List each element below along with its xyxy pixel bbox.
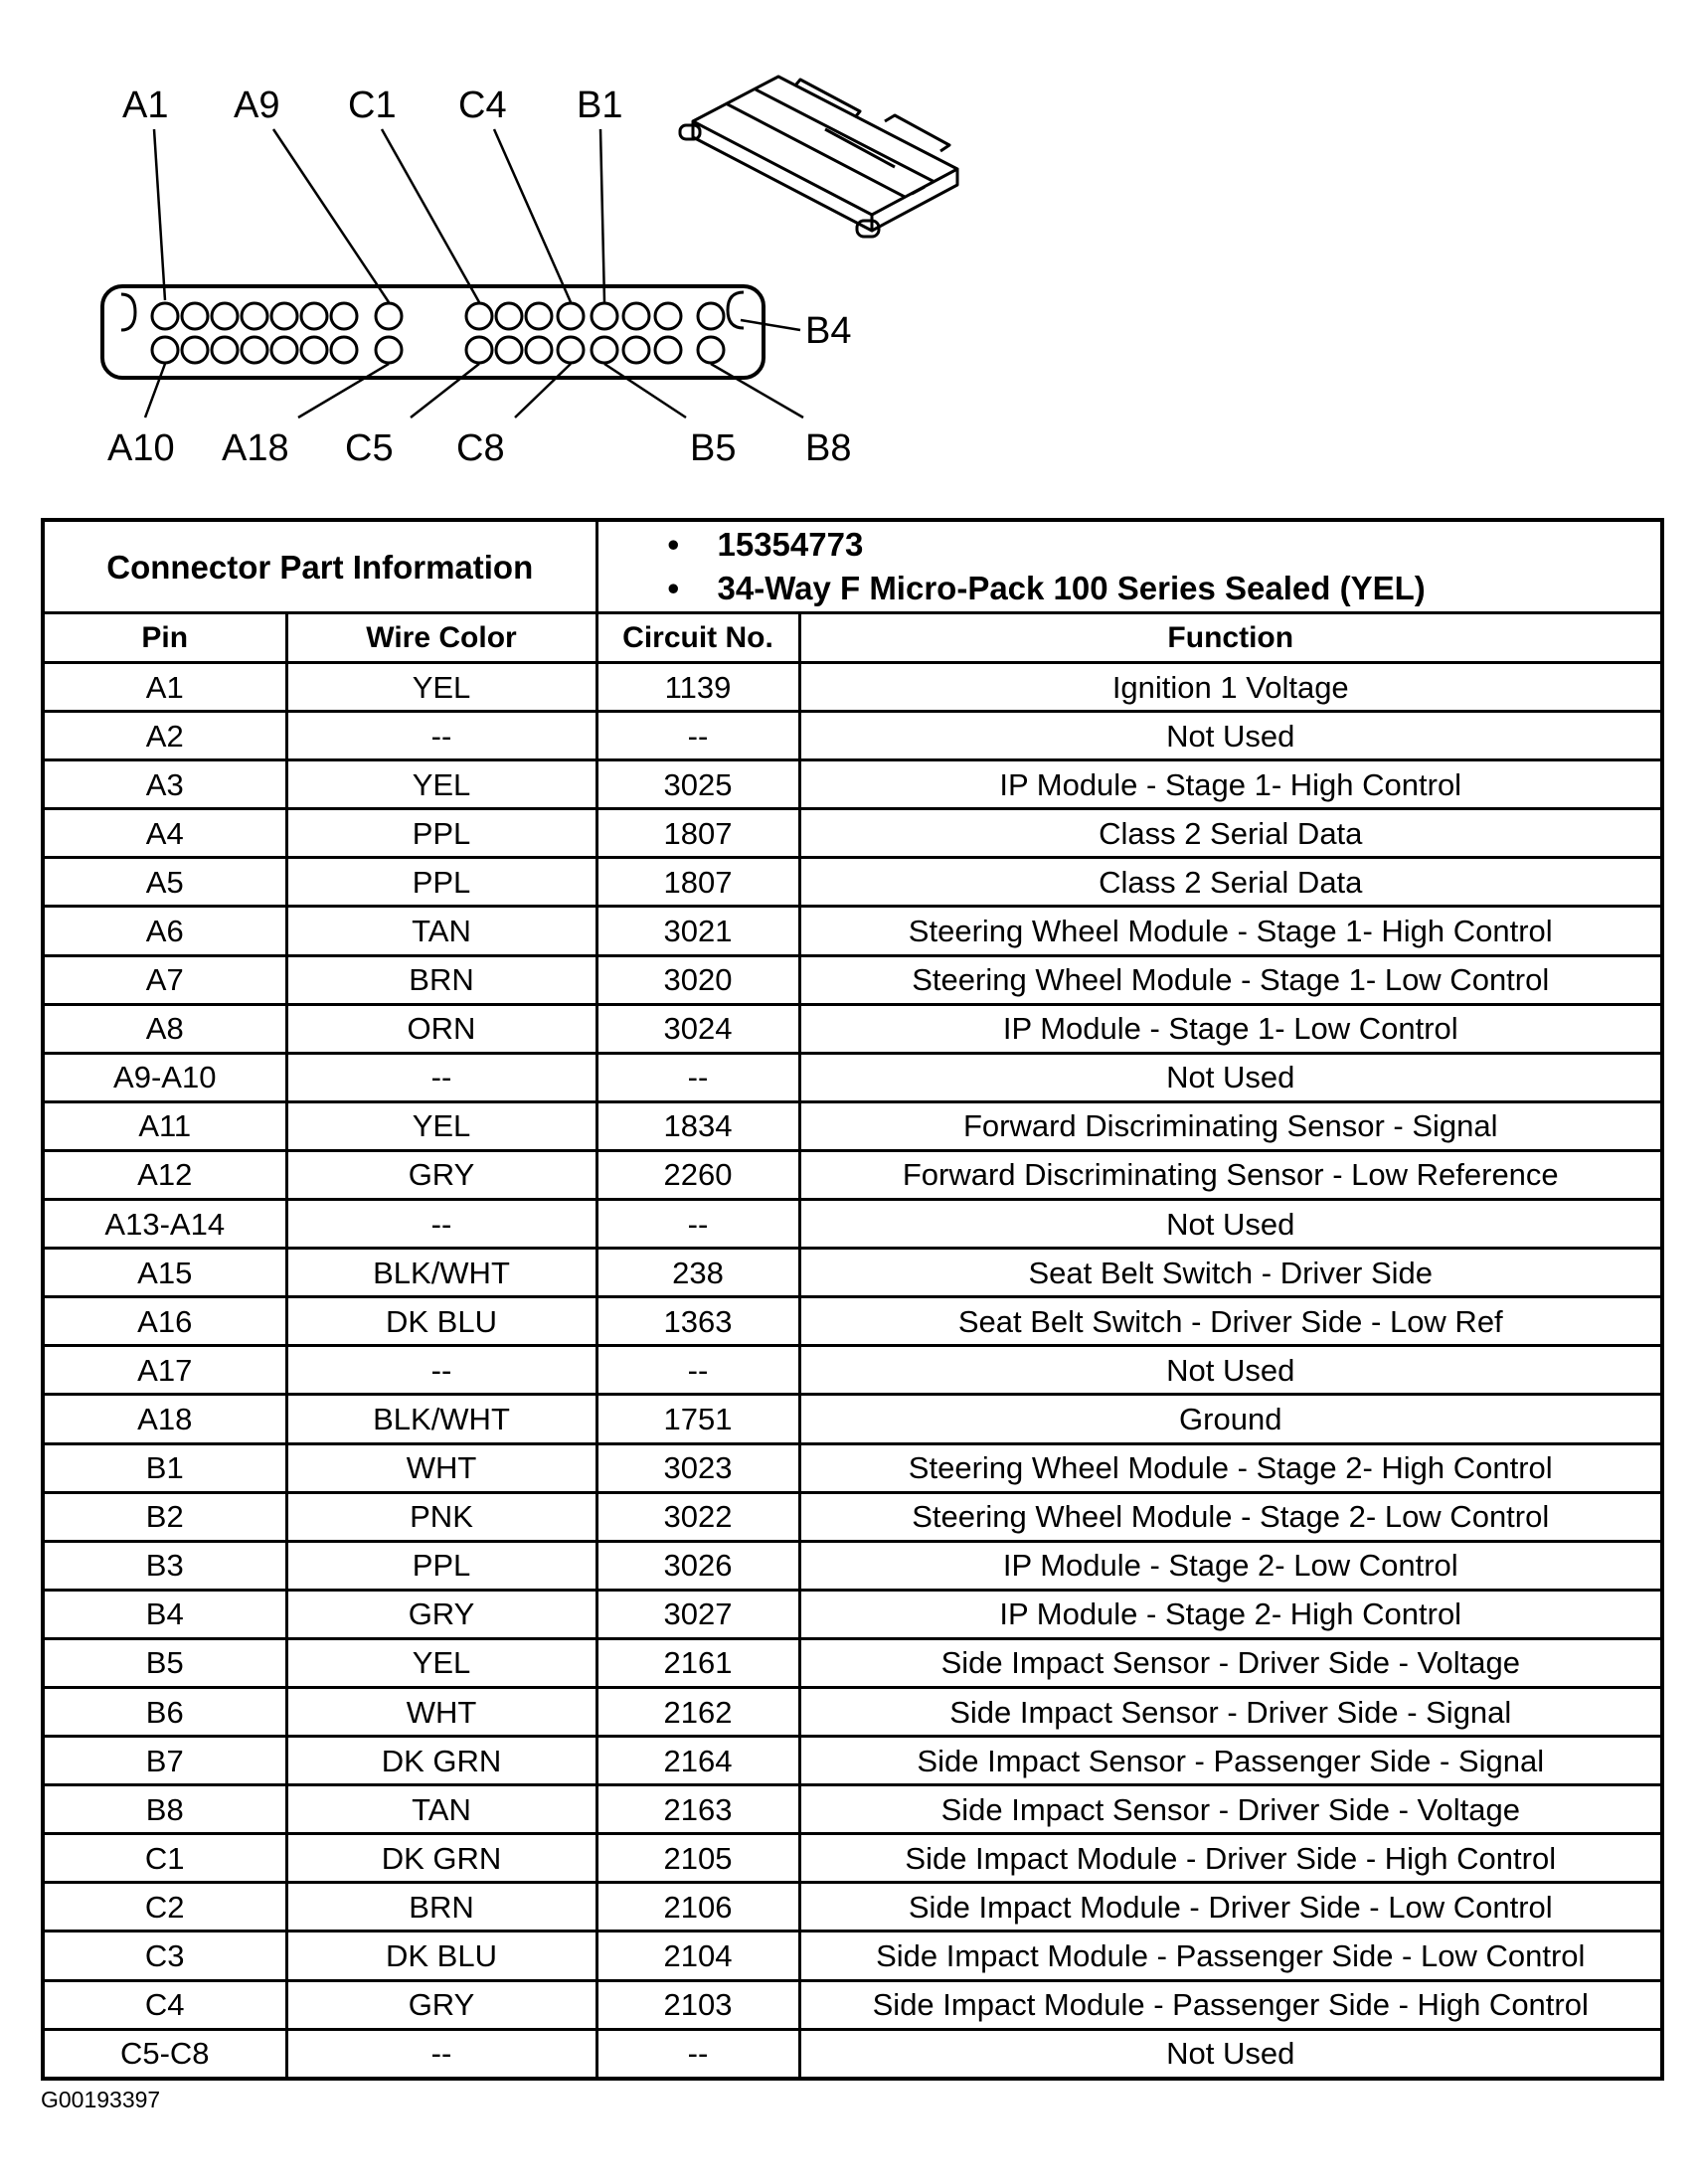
circuit-cell: 3021 bbox=[596, 907, 799, 955]
table-row bbox=[43, 1200, 1662, 1249]
pin-cavity-top-1 bbox=[152, 303, 178, 329]
pin-cell: C1 bbox=[43, 1834, 286, 1883]
table-row bbox=[43, 1883, 1662, 1932]
table-row bbox=[43, 2029, 1662, 2079]
table-row bbox=[43, 1737, 1662, 1785]
pin-cavity-bottom-4 bbox=[242, 337, 267, 363]
table-row bbox=[43, 1249, 1662, 1297]
circuit-cell: 1751 bbox=[596, 1395, 799, 1443]
connector-info-label: Connector Part Information bbox=[43, 520, 596, 613]
function-cell: IP Module - Stage 2- Low Control bbox=[799, 1541, 1662, 1590]
pin-cavity-bottom-5 bbox=[271, 337, 297, 363]
table-row bbox=[43, 1101, 1662, 1150]
function-cell: Side Impact Sensor - Passenger Side - Signal bbox=[799, 1737, 1662, 1785]
function-cell: Steering Wheel Module - Stage 1- Low Control bbox=[799, 955, 1662, 1004]
table-row bbox=[43, 1638, 1662, 1687]
label-c8: C8 bbox=[456, 427, 505, 469]
circuit-cell: 3020 bbox=[596, 955, 799, 1004]
column-header-row bbox=[43, 613, 1662, 663]
circuit-cell: 1807 bbox=[596, 809, 799, 858]
function-cell: IP Module - Stage 1- High Control bbox=[799, 760, 1662, 809]
function-cell: Not Used bbox=[799, 712, 1662, 760]
pin-cavity-bottom-12 bbox=[558, 337, 584, 363]
wire-color-cell: -- bbox=[286, 2029, 596, 2079]
pin-cell: C2 bbox=[43, 1883, 286, 1932]
function-cell: Forward Discriminating Sensor - Low Reference bbox=[799, 1150, 1662, 1199]
pin-cell: B7 bbox=[43, 1737, 286, 1785]
circuit-cell: 2162 bbox=[596, 1687, 799, 1736]
circuit-cell: 3024 bbox=[596, 1004, 799, 1053]
label-c5: C5 bbox=[345, 427, 394, 469]
table-row bbox=[43, 809, 1662, 858]
connector-pinout-table bbox=[41, 518, 1664, 2081]
wire-color-cell: TAN bbox=[286, 907, 596, 955]
connector-info-values bbox=[596, 520, 1662, 613]
label-c1: C1 bbox=[348, 84, 397, 126]
pin-cell: B5 bbox=[43, 1638, 286, 1687]
table-row bbox=[43, 1932, 1662, 1980]
wire-color-cell: -- bbox=[286, 1346, 596, 1395]
table-row bbox=[43, 1980, 1662, 2029]
pin-cavities bbox=[152, 303, 724, 363]
wire-color-cell: GRY bbox=[286, 1590, 596, 1638]
wire-color-cell: -- bbox=[286, 712, 596, 760]
label-b8: B8 bbox=[805, 427, 852, 469]
wire-color-cell: PNK bbox=[286, 1492, 596, 1541]
table-row bbox=[43, 1443, 1662, 1492]
function-cell: Not Used bbox=[799, 1053, 1662, 1101]
circuit-cell: -- bbox=[596, 1053, 799, 1101]
label-a18: A18 bbox=[222, 427, 289, 469]
function-cell: Seat Belt Switch - Driver Side bbox=[799, 1249, 1662, 1297]
table-row bbox=[43, 1395, 1662, 1443]
function-cell: Forward Discriminating Sensor - Signal bbox=[799, 1101, 1662, 1150]
pin-cavity-bottom-7 bbox=[331, 337, 357, 363]
circuit-cell: 3026 bbox=[596, 1541, 799, 1590]
pin-cell: A12 bbox=[43, 1150, 286, 1199]
table-row bbox=[43, 712, 1662, 760]
table-row bbox=[43, 760, 1662, 809]
table-row bbox=[43, 1346, 1662, 1395]
wire-color-cell: WHT bbox=[286, 1687, 596, 1736]
pin-cavity-bottom-16 bbox=[698, 337, 724, 363]
function-cell: IP Module - Stage 1- Low Control bbox=[799, 1004, 1662, 1053]
pin-cavity-top-4 bbox=[242, 303, 267, 329]
circuit-cell: 2106 bbox=[596, 1883, 799, 1932]
pin-cavity-bottom-2 bbox=[182, 337, 208, 363]
pin-cavity-top-5 bbox=[271, 303, 297, 329]
table-row bbox=[43, 1150, 1662, 1199]
table-row bbox=[43, 1297, 1662, 1346]
pin-cell: C4 bbox=[43, 1980, 286, 2029]
circuit-cell: 2104 bbox=[596, 1932, 799, 1980]
circuit-cell: 1139 bbox=[596, 663, 799, 712]
circuit-cell: 1834 bbox=[596, 1101, 799, 1150]
pin-cavity-top-14 bbox=[623, 303, 649, 329]
table-row bbox=[43, 1053, 1662, 1101]
pin-cavity-bottom-3 bbox=[212, 337, 238, 363]
table-row bbox=[43, 1492, 1662, 1541]
col-header-wire-color: Wire Color bbox=[286, 613, 596, 663]
pin-cavity-bottom-13 bbox=[592, 337, 617, 363]
circuit-cell: 3027 bbox=[596, 1590, 799, 1638]
wire-color-cell: YEL bbox=[286, 760, 596, 809]
table-row bbox=[43, 858, 1662, 907]
table-row bbox=[43, 907, 1662, 955]
wire-color-cell: PPL bbox=[286, 809, 596, 858]
circuit-cell: -- bbox=[596, 712, 799, 760]
pin-cell: B2 bbox=[43, 1492, 286, 1541]
wire-color-cell: GRY bbox=[286, 1150, 596, 1199]
function-cell: Class 2 Serial Data bbox=[799, 858, 1662, 907]
figure-id: G00193397 bbox=[41, 2087, 161, 2112]
pin-cell: A15 bbox=[43, 1249, 286, 1297]
table-row bbox=[43, 1687, 1662, 1736]
function-cell: Not Used bbox=[799, 2029, 1662, 2079]
pin-cell: B4 bbox=[43, 1590, 286, 1638]
connector-right-latch bbox=[728, 292, 744, 328]
pin-cell: A13-A14 bbox=[43, 1200, 286, 1249]
bullet-icon: • bbox=[667, 526, 680, 563]
function-cell: Seat Belt Switch - Driver Side - Low Ref bbox=[799, 1297, 1662, 1346]
wire-color-cell: -- bbox=[286, 1053, 596, 1101]
pin-cell: B8 bbox=[43, 1785, 286, 1834]
pin-cell: B1 bbox=[43, 1443, 286, 1492]
connector-left-latch bbox=[121, 294, 135, 330]
table-row bbox=[43, 1785, 1662, 1834]
wire-color-cell: YEL bbox=[286, 663, 596, 712]
function-cell: Steering Wheel Module - Stage 2- Low Control bbox=[799, 1492, 1662, 1541]
circuit-cell: 1363 bbox=[596, 1297, 799, 1346]
wire-color-cell: GRY bbox=[286, 1980, 596, 2029]
wire-color-cell: ORN bbox=[286, 1004, 596, 1053]
pin-cavity-bottom-11 bbox=[526, 337, 552, 363]
pin-cavity-top-11 bbox=[526, 303, 552, 329]
pin-cell: A16 bbox=[43, 1297, 286, 1346]
wire-color-cell: DK BLU bbox=[286, 1932, 596, 1980]
function-cell: Ignition 1 Voltage bbox=[799, 663, 1662, 712]
function-cell: Side Impact Sensor - Driver Side - Voltage bbox=[799, 1638, 1662, 1687]
function-cell: Side Impact Sensor - Driver Side - Signal bbox=[799, 1687, 1662, 1736]
pin-cavity-top-3 bbox=[212, 303, 238, 329]
label-c4: C4 bbox=[458, 84, 507, 126]
function-cell: Not Used bbox=[799, 1346, 1662, 1395]
pin-cell: A6 bbox=[43, 907, 286, 955]
label-b4: B4 bbox=[805, 310, 852, 352]
pin-cavity-top-13 bbox=[592, 303, 617, 329]
pin-cavity-bottom-6 bbox=[301, 337, 327, 363]
wire-color-cell: -- bbox=[286, 1200, 596, 1249]
table-row bbox=[43, 1834, 1662, 1883]
pin-cell: B3 bbox=[43, 1541, 286, 1590]
function-cell: IP Module - Stage 2- High Control bbox=[799, 1590, 1662, 1638]
label-a9: A9 bbox=[234, 84, 280, 126]
table-row bbox=[43, 955, 1662, 1004]
circuit-cell: -- bbox=[596, 1200, 799, 1249]
pin-cavity-top-6 bbox=[301, 303, 327, 329]
wire-color-cell: YEL bbox=[286, 1101, 596, 1150]
connector-isometric-icon bbox=[680, 77, 957, 237]
circuit-cell: -- bbox=[596, 1346, 799, 1395]
circuit-cell: 238 bbox=[596, 1249, 799, 1297]
circuit-cell: 3022 bbox=[596, 1492, 799, 1541]
wire-color-cell: YEL bbox=[286, 1638, 596, 1687]
pin-cavity-top-2 bbox=[182, 303, 208, 329]
pin-cell: A9-A10 bbox=[43, 1053, 286, 1101]
connector-description bbox=[668, 567, 1661, 610]
pin-cavity-bottom-9 bbox=[466, 337, 492, 363]
pin-cavity-top-8 bbox=[376, 303, 402, 329]
wire-color-cell: BLK/WHT bbox=[286, 1249, 596, 1297]
col-header-function: Function bbox=[799, 613, 1662, 663]
wire-color-cell: DK GRN bbox=[286, 1737, 596, 1785]
function-cell: Side Impact Module - Driver Side - Low Control bbox=[799, 1883, 1662, 1932]
table-row bbox=[43, 1590, 1662, 1638]
wire-color-cell: BLK/WHT bbox=[286, 1395, 596, 1443]
part-number-text: 15354773 bbox=[717, 526, 864, 563]
function-cell: Steering Wheel Module - Stage 1- High Control bbox=[799, 907, 1662, 955]
pin-cavity-bottom-1 bbox=[152, 337, 178, 363]
pin-cavity-bottom-10 bbox=[496, 337, 522, 363]
function-cell: Side Impact Sensor - Driver Side - Voltage bbox=[799, 1785, 1662, 1834]
circuit-cell: 2260 bbox=[596, 1150, 799, 1199]
col-header-pin: Pin bbox=[43, 613, 286, 663]
label-a1: A1 bbox=[122, 84, 169, 126]
label-a10: A10 bbox=[107, 427, 175, 469]
pin-cell: A5 bbox=[43, 858, 286, 907]
circuit-cell: 2105 bbox=[596, 1834, 799, 1883]
circuit-cell: 2161 bbox=[596, 1638, 799, 1687]
pin-cell: A8 bbox=[43, 1004, 286, 1053]
pin-cell: C3 bbox=[43, 1932, 286, 1980]
wire-color-cell: TAN bbox=[286, 1785, 596, 1834]
pin-cell: A1 bbox=[43, 663, 286, 712]
pin-cavity-top-12 bbox=[558, 303, 584, 329]
connector-diagram bbox=[0, 0, 1700, 517]
wire-color-cell: PPL bbox=[286, 1541, 596, 1590]
connector-face bbox=[102, 286, 764, 378]
pin-cell: A4 bbox=[43, 809, 286, 858]
pin-cavity-bottom-15 bbox=[655, 337, 681, 363]
wire-color-cell: BRN bbox=[286, 1883, 596, 1932]
pin-cavity-top-9 bbox=[466, 303, 492, 329]
function-cell: Side Impact Module - Passenger Side - Low Control bbox=[799, 1932, 1662, 1980]
circuit-cell: 2164 bbox=[596, 1737, 799, 1785]
circuit-cell: 2163 bbox=[596, 1785, 799, 1834]
pin-cavity-top-16 bbox=[698, 303, 724, 329]
label-b1: B1 bbox=[577, 84, 623, 126]
circuit-cell: 3023 bbox=[596, 1443, 799, 1492]
wire-color-cell: DK BLU bbox=[286, 1297, 596, 1346]
function-cell: Side Impact Module - Passenger Side - High Control bbox=[799, 1980, 1662, 2029]
wire-color-cell: BRN bbox=[286, 955, 596, 1004]
table-row bbox=[43, 1541, 1662, 1590]
leader-lines bbox=[145, 129, 803, 418]
pin-cell: A2 bbox=[43, 712, 286, 760]
col-header-circuit: Circuit No. bbox=[596, 613, 799, 663]
circuit-cell: 2103 bbox=[596, 1980, 799, 2029]
label-b5: B5 bbox=[690, 427, 737, 469]
pin-cell: A18 bbox=[43, 1395, 286, 1443]
pin-cavity-top-10 bbox=[496, 303, 522, 329]
wire-color-cell: DK GRN bbox=[286, 1834, 596, 1883]
connector-info-row bbox=[43, 520, 1662, 613]
pin-cavity-top-15 bbox=[655, 303, 681, 329]
circuit-cell: -- bbox=[596, 2029, 799, 2079]
function-cell: Not Used bbox=[799, 1200, 1662, 1249]
function-cell: Ground bbox=[799, 1395, 1662, 1443]
connector-description-text: 34-Way F Micro-Pack 100 Series Sealed (YEL) bbox=[717, 570, 1426, 606]
pin-cavity-bottom-8 bbox=[376, 337, 402, 363]
part-number bbox=[668, 523, 1661, 567]
pin-cavity-top-7 bbox=[331, 303, 357, 329]
table-row bbox=[43, 1004, 1662, 1053]
pin-cell: A3 bbox=[43, 760, 286, 809]
pin-cell: A11 bbox=[43, 1101, 286, 1150]
circuit-cell: 3025 bbox=[596, 760, 799, 809]
pin-cell: B6 bbox=[43, 1687, 286, 1736]
pin-cavity-bottom-14 bbox=[623, 337, 649, 363]
pin-cell: C5-C8 bbox=[43, 2029, 286, 2079]
bullet-icon: • bbox=[667, 570, 680, 606]
function-cell: Steering Wheel Module - Stage 2- High Control bbox=[799, 1443, 1662, 1492]
pin-cell: A17 bbox=[43, 1346, 286, 1395]
wire-color-cell: PPL bbox=[286, 858, 596, 907]
pin-cell: A7 bbox=[43, 955, 286, 1004]
wire-color-cell: WHT bbox=[286, 1443, 596, 1492]
circuit-cell: 1807 bbox=[596, 858, 799, 907]
function-cell: Side Impact Module - Driver Side - High Control bbox=[799, 1834, 1662, 1883]
table-row bbox=[43, 663, 1662, 712]
function-cell: Class 2 Serial Data bbox=[799, 809, 1662, 858]
